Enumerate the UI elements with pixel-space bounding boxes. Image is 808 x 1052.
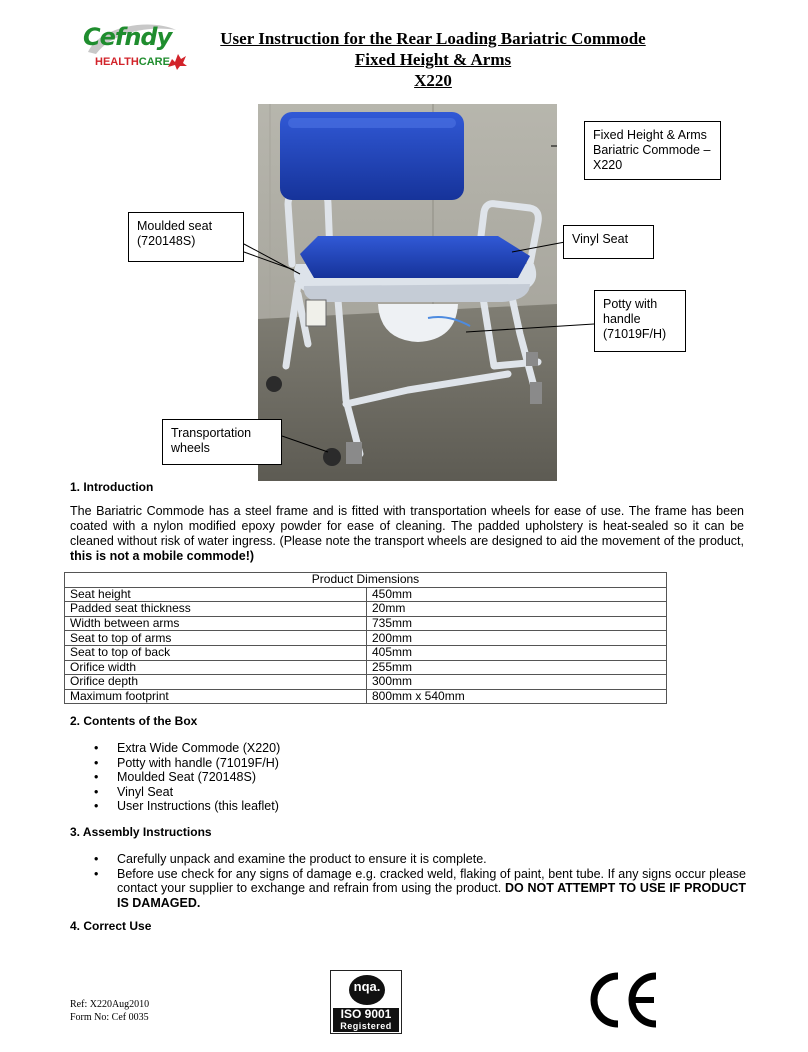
list-item: • Before use check for any signs of damage e.g. cracked weld, flaking of paint, bent tube. If any signs occur please contact your supplier to exchange and refrain from using the product. DO NOT ATTEMPT TO USE IF PRODUCT IS DAMAGED. [94, 867, 746, 911]
iso-9001-badge [330, 970, 402, 1034]
callout-vinyl-seat: Vinyl Seat [563, 225, 654, 259]
table-row: Padded seat thickness 20mm [65, 602, 667, 617]
callout-fixed-height-arms: Fixed Height & Arms Bariatric Commode – X220 [584, 121, 721, 180]
logo-brand: Cefndy [83, 23, 172, 51]
assembly-list [94, 852, 746, 910]
callout-moulded-seat: Moulded seat (720148S) [128, 212, 244, 262]
contents-list [94, 741, 746, 814]
ce-mark-icon [584, 970, 660, 1030]
document-title-line1: User Instruction for the Rear Loading Bariatric Commode [220, 29, 646, 48]
document-title-line3: X220 [414, 71, 452, 90]
table-row: Width between arms 735mm [65, 616, 667, 631]
iso-label: ISO 9001 [333, 1008, 399, 1021]
table-row: Seat height 450mm [65, 587, 667, 602]
list-item: • Extra Wide Commode (X220) [94, 741, 746, 756]
footer-reference [70, 998, 149, 1024]
table-row: Seat to top of back 405mm [65, 645, 667, 660]
list-item: • Potty with handle (71019F/H) [94, 756, 746, 771]
registered-label: Registered [333, 1021, 399, 1032]
logo-subtitle: HEALTHCARE [95, 56, 170, 68]
table-row: Seat to top of arms 200mm [65, 631, 667, 646]
list-item: • Carefully unpack and examine the product to ensure it is complete. [94, 852, 746, 867]
nqa-label: nqa. [353, 979, 381, 994]
heading-assembly-instructions: 3. Assembly Instructions [70, 825, 212, 839]
callout-potty-with-handle: Potty with handle (71019F/H) [594, 290, 686, 352]
list-item: • Moulded Seat (720148S) [94, 770, 746, 785]
document-title-line2: Fixed Height & Arms [354, 50, 512, 69]
introduction-paragraph: The Bariatric Commode has a steel frame and is fitted with transportation wheels for ease of use. The frame has been coated with a nylon modified epoxy powder for ease of cleaning. The padded upholstery is heat-sealed so it can be cleaned without risk of water ingress. (Please note the transport wheels are designed to aid the movement of the product, this is not a mobile commode!) [70, 504, 744, 563]
product-dimensions-table [64, 572, 667, 704]
table-row: Maximum footprint 800mm x 540mm [65, 689, 667, 704]
table-header: Product Dimensions [65, 573, 667, 588]
form-number: Form No: Cef 0035 [70, 1012, 149, 1023]
callout-transportation-wheels: Transportation wheels [162, 419, 282, 465]
table-row: Orifice width 255mm [65, 660, 667, 675]
list-item: • Vinyl Seat [94, 785, 746, 800]
table-row: Orifice depth 300mm [65, 675, 667, 690]
list-item: • User Instructions (this leaflet) [94, 799, 746, 814]
heading-correct-use: 4. Correct Use [70, 919, 152, 933]
heading-contents-of-box: 2. Contents of the Box [70, 714, 198, 728]
heading-introduction: 1. Introduction [70, 480, 154, 494]
reference-number: Ref: X220Aug2010 [70, 999, 150, 1010]
